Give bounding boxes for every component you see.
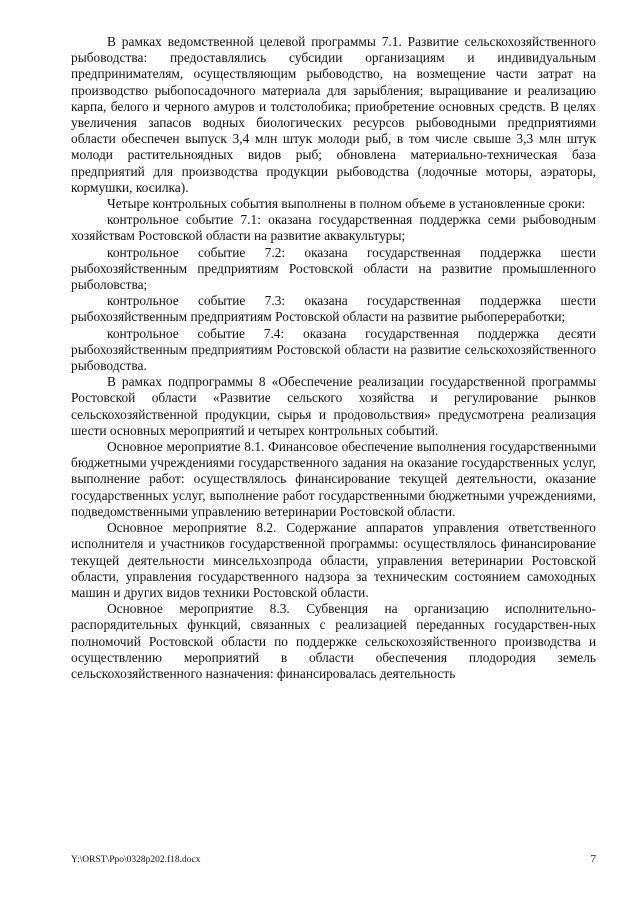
paragraph-control-event-7-4: контрольное событие 7.4: оказана государственная поддержка десяти рыбохозяйственным предприятиям Ростовской области на развитие сельскохозяйственного рыбоводства. xyxy=(71,325,596,374)
paragraph-activity-8-3: Основное мероприятие 8.3. Субвенция на организацию исполнительно-распорядительных функций, связанных с реализацией переданных государствен-ных полномочий Ростовской области по поддержке сельскохозяйственного производства и осуществлению мероприятий в области обеспечения плодородия земель сельскохозяйственного назначения: финансировалась деятельность xyxy=(71,601,596,681)
document-body xyxy=(71,34,596,682)
paragraph-subprogram-8: В рамках подпрограммы 8 «Обеспечение реализации государственной программы Ростовской области «Развитие сельского хозяйства и регулирование рынков сельскохозяйственной продукции, сырья и продовольствия» предусмотрена реализация шести основных мероприятий и четырех контрольных событий. xyxy=(71,374,596,438)
paragraph-control-event-7-3: контрольное событие 7.3: оказана государственная поддержка шести рыбохозяйственным предприятиям Ростовской области на развитие рыбопереработки; xyxy=(71,293,596,325)
paragraph-control-events-intro: Четыре контрольных события выполнены в полном объеме в установленные сроки: xyxy=(107,196,586,212)
paragraph-control-event-7-1: контрольное событие 7.1: оказана государственная поддержка семи рыбоводным хозяйствам Ростовской области на развитие аквакультуры; xyxy=(71,212,596,244)
footer-file-path: Y:\ORST\Ppo\0328p202.f18.docx xyxy=(71,855,201,865)
paragraph-control-event-7-2: контрольное событие 7.2: оказана государственная поддержка шести рыбохозяйственным предприятиям Ростовской области на развитие промышленного рыболовства; xyxy=(71,244,596,293)
paragraph-program-7-1: В рамках ведомственной целевой программы 7.1. Развитие сельскохозяйственного рыбоводства: предоставлялись субсидии организациям и индивидуальным предпринимателям, осуществляющим рыбоводство, на возмещение части затрат на производство рыбопосадочного материала для зарыбления; выращивание и реализацию карпа, белого и черного амуров и толстолобика; приобретение основных средств. В целях увеличения запасов водных биологических ресурсов рыбоводными предприятиями области обеспечен выпуск 3,4 млн штук молоди рыб, в том числе свыше 3,3 млн штук молоди растительноядных видов рыб; обновлена материально-техническая база предприятий для производства продукции рыбоводства (лодочные моторы, аэраторы, кормушки, косилка). xyxy=(71,34,596,195)
paragraph-activity-8-2: Основное мероприятие 8.2. Содержание аппаратов управления ответственного исполнителя и участников государственной программы: осуществлялось финансирование текущей деятельности минсельхозпрода области, управления ветеринарии Ростовской области, управления государственного надзора за техническим состоянием самоходных машин и других видов техники Ростовской области. xyxy=(71,520,596,600)
page-number: 7 xyxy=(590,853,596,865)
paragraph-activity-8-1: Основное мероприятие 8.1. Финансовое обеспечение выполнения государственными бюджетными учреждениями государственного задания на оказание государственных услуг, выполнение работ: осуществлялось финансирование текущей деятельности, оказание государственных услуг, выполнение работ государственными бюджетными учреждениями, подведомственными управлению ветеринарии Ростовской области. xyxy=(71,439,596,519)
